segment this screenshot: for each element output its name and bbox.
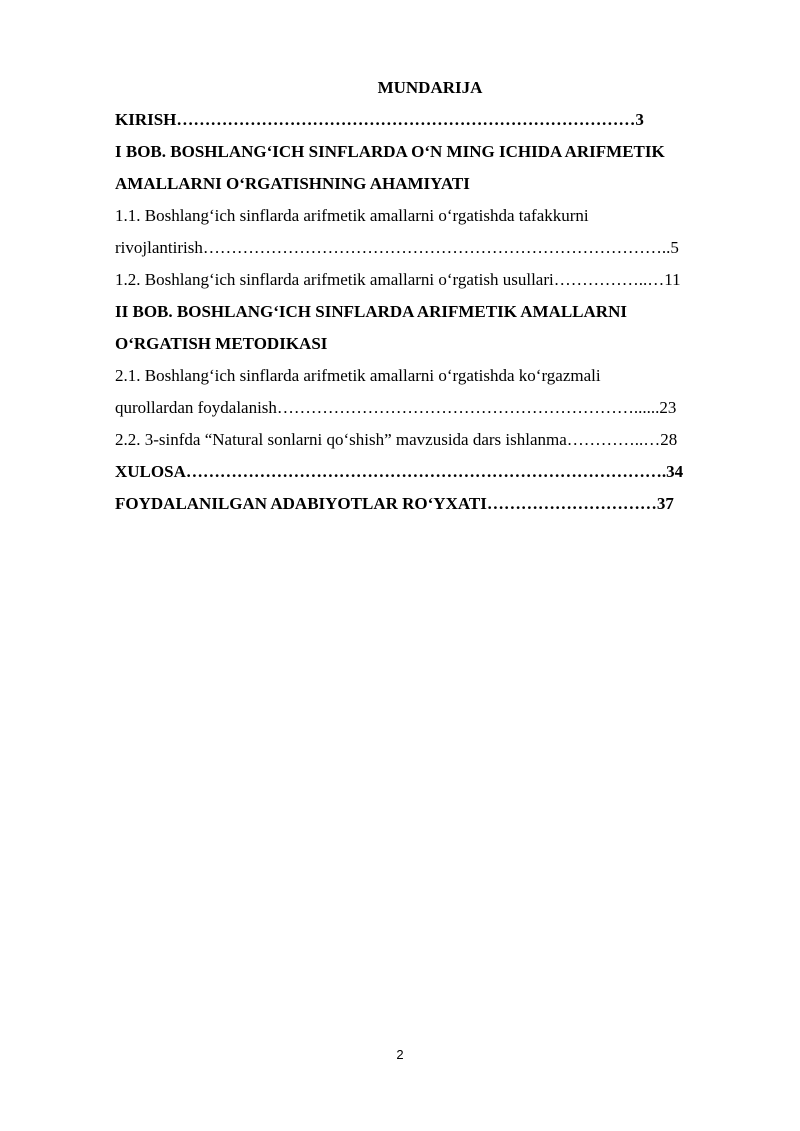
- toc-entry-1-1-line-2: rivojlantirish………………………………………………………………………..5: [115, 238, 679, 257]
- toc-entry-adabiyotlar: FOYDALANILGAN ADABIYOTLAR RO‘YXATI…………………………37: [115, 494, 674, 513]
- page-number: 2: [396, 1047, 404, 1062]
- toc-entry-1-2: 1.2. Boshlang‘ich sinflarda arifmetik amallarni o‘rgatish usullari……………..…11: [115, 270, 681, 289]
- toc-chapter-1-heading-line-2: AMALLARNI O‘RGATISHNING AHAMIYATI: [115, 174, 470, 193]
- toc-chapter-1-heading-line-1: I BOB. BOSHLANG‘ICH SINFLARDA O‘N MING ICHIDA ARIFMETIK: [115, 142, 665, 161]
- toc-entry-kirish: KIRISH………………………………………………………………………3: [115, 110, 644, 129]
- toc-entry-2-1-line-1: 2.1. Boshlang‘ich sinflarda arifmetik amallarni o‘rgatishda ko‘rgazmali: [115, 366, 601, 385]
- toc-entry-2-2: 2.2. 3-sinfda “Natural sonlarni qo‘shish” mavzusida dars ishlanma…………..…28: [115, 430, 678, 449]
- toc-chapter-2-heading-line-1: II BOB. BOSHLANG‘ICH SINFLARDA ARIFMETIK AMALLARNI: [115, 302, 627, 321]
- table-of-contents: [115, 72, 745, 520]
- toc-entry-1-1-line-1: 1.1. Boshlang‘ich sinflarda arifmetik amallarni o‘rgatishda tafakkurni: [115, 206, 589, 225]
- toc-chapter-2-heading-line-2: O‘RGATISH METODIKASI: [115, 334, 328, 353]
- toc-title: MUNDARIJA: [377, 78, 483, 97]
- toc-entry-xulosa: XULOSA………………………………………………………………………….34: [115, 462, 684, 481]
- toc-entry-2-1-line-2: qurollardan foydalanish………………………………………………………......23: [115, 398, 677, 417]
